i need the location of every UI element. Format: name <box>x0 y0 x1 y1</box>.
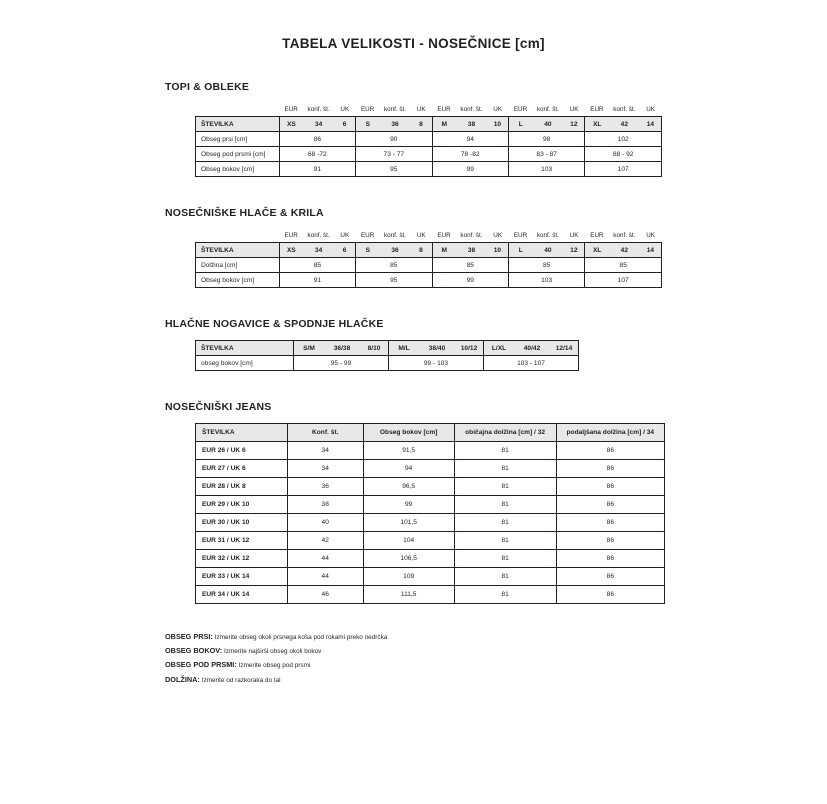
cell-obseg-bokov: 91,5 <box>363 442 454 460</box>
table-row <box>196 162 662 177</box>
cell-podaljsana-dolzina: 86 <box>556 532 664 550</box>
note-text: Izmerite najširši obseg okoli bokov <box>224 648 322 656</box>
cell-konf: 34 <box>287 460 363 478</box>
cell-eur-4: L <box>508 243 532 258</box>
cell-size-1: S/M <box>294 341 325 356</box>
header-konf-5: konf. št. <box>613 106 636 113</box>
header-eur-5: EUR <box>590 106 604 113</box>
note-label: OBSEG POD PRSMI: <box>165 660 237 670</box>
cell-konf: 34 <box>287 442 363 460</box>
header-obicajna-dolzina: običajna dolžina [cm] / 32 <box>454 424 556 442</box>
header-konf-5: konf. št. <box>613 232 636 239</box>
note-label: OBSEG BOKOV: <box>165 646 223 656</box>
header-eur-3: EUR <box>437 106 451 113</box>
table-row <box>196 356 579 371</box>
cell-eur-3: M <box>432 117 456 132</box>
row-value-5: 88 - 92 <box>585 147 662 162</box>
row-label: Dolžina [cm] <box>196 258 280 273</box>
cell-podaljsana-dolzina: 86 <box>556 514 664 532</box>
cell-obseg-bokov: 94 <box>363 460 454 478</box>
cell-stevilka: EUR 26 / UK 6 <box>196 442 288 460</box>
table-row <box>196 442 665 460</box>
row-label: Obseg bokov [cm] <box>196 273 280 288</box>
header-konf-3: konf. št. <box>460 106 483 113</box>
note-item <box>165 673 827 687</box>
row-value-4: 85 <box>508 258 584 273</box>
table-row <box>196 132 662 147</box>
note-item <box>165 644 827 658</box>
cell-konf-3: 38 <box>456 243 487 258</box>
cell-konf-3: 38 <box>456 117 487 132</box>
cell-konf-2: 36 <box>380 243 411 258</box>
row-label: Obseg prsi [cm] <box>196 132 280 147</box>
cell-stevilka: EUR 29 / UK 10 <box>196 496 288 514</box>
row-value-5: 85 <box>585 258 662 273</box>
row-value-1: 91 <box>279 273 355 288</box>
cell-stevilka: EUR 27 / UK 6 <box>196 460 288 478</box>
size-chart-page <box>0 36 827 804</box>
cell-stevilka: EUR 34 / UK 14 <box>196 586 288 604</box>
table-row <box>196 258 662 273</box>
cell-obicajna-dolzina: 81 <box>454 442 556 460</box>
row-label-stevilka: ŠTEVILKA <box>196 341 294 356</box>
cell-obseg-bokov: 111,5 <box>363 586 454 604</box>
table-row-stevilka <box>196 243 662 258</box>
header-eur-5: EUR <box>590 232 604 239</box>
cell-uk-4: 12 <box>563 117 585 132</box>
cell-size-3: L/XL <box>484 341 515 356</box>
section-topi-obleke <box>165 81 662 177</box>
row-label-stevilka: ŠTEVILKA <box>196 243 280 258</box>
table-row <box>196 532 665 550</box>
cell-uk-3: 12/14 <box>550 341 579 356</box>
cell-obicajna-dolzina: 81 <box>454 568 556 586</box>
cell-konf-5: 42 <box>609 243 640 258</box>
cell-stevilka: EUR 31 / UK 12 <box>196 532 288 550</box>
header-obseg-bokov: Obseg bokov [cm] <box>363 424 454 442</box>
note-item <box>165 658 827 672</box>
cell-stevilka: EUR 32 / UK 12 <box>196 550 288 568</box>
table-row <box>196 496 665 514</box>
section-title-nogavice: HLAČNE NOGAVICE & SPODNJE HLAČKE <box>165 318 384 330</box>
header-uk-2: UK <box>416 232 426 239</box>
cell-eur-2: S <box>356 117 380 132</box>
header-konf-1: konf. št. <box>307 106 330 113</box>
cell-uk-5: 14 <box>640 243 662 258</box>
header-konf-1: konf. št. <box>307 232 330 239</box>
cell-konf-4: 40 <box>532 243 563 258</box>
header-uk-1: UK <box>340 232 350 239</box>
cell-podaljsana-dolzina: 86 <box>556 478 664 496</box>
cell-uk-2: 8 <box>410 117 432 132</box>
row-label: obseg bokov [cm] <box>196 356 294 371</box>
cell-uk-4: 12 <box>563 243 585 258</box>
table-nogavice <box>195 340 579 371</box>
cell-konf-3: 40/42 <box>514 341 550 356</box>
header-spacer <box>196 229 280 243</box>
cell-obseg-bokov: 96,5 <box>363 478 454 496</box>
cell-eur-1: XS <box>279 117 303 132</box>
cell-eur-5: XL <box>585 243 609 258</box>
note-item <box>165 630 827 644</box>
cell-podaljsana-dolzina: 86 <box>556 550 664 568</box>
table-header-row <box>196 229 662 243</box>
table-row <box>196 460 665 478</box>
note-label: DOLŽINA: <box>165 674 200 684</box>
cell-obseg-bokov: 104 <box>363 532 454 550</box>
cell-obicajna-dolzina: 81 <box>454 478 556 496</box>
row-value-2: 90 <box>356 132 432 147</box>
measurement-notes <box>165 630 827 687</box>
table-row <box>196 550 665 568</box>
cell-eur-2: S <box>356 243 380 258</box>
cell-konf: 44 <box>287 568 363 586</box>
cell-uk-3: 10 <box>487 117 509 132</box>
row-value-5: 107 <box>585 273 662 288</box>
cell-konf: 46 <box>287 586 363 604</box>
cell-obicajna-dolzina: 81 <box>454 496 556 514</box>
table-row <box>196 586 665 604</box>
cell-podaljsana-dolzina: 86 <box>556 568 664 586</box>
section-nogavice <box>165 318 662 371</box>
header-uk-1: UK <box>340 106 350 113</box>
section-jeans <box>165 401 662 604</box>
header-eur-1: EUR <box>284 232 298 239</box>
table-row <box>196 568 665 586</box>
cell-konf: 42 <box>287 532 363 550</box>
cell-konf-1: 36/38 <box>324 341 360 356</box>
section-title-jeans: NOSEČNIŠKI JEANS <box>165 401 272 413</box>
cell-uk-1: 6 <box>334 243 356 258</box>
page-title: TABELA VELIKOSTI - NOSEČNICE [cm] <box>282 36 545 51</box>
cell-obicajna-dolzina: 81 <box>454 532 556 550</box>
cell-obicajna-dolzina: 81 <box>454 550 556 568</box>
section-title-topi-obleke: TOPI & OBLEKE <box>165 81 250 93</box>
cell-eur-5: XL <box>585 117 609 132</box>
row-value-2: 95 <box>356 273 432 288</box>
note-text: Izmerite od razkoraka do tal <box>201 676 281 684</box>
cell-uk-2: 10/12 <box>455 341 484 356</box>
cell-konf: 40 <box>287 514 363 532</box>
header-konf-4: konf. št. <box>536 232 559 239</box>
row-label-stevilka: ŠTEVILKA <box>196 117 280 132</box>
row-value-1: 85 <box>279 258 355 273</box>
cell-stevilka: EUR 28 / UK 8 <box>196 478 288 496</box>
header-eur-4: EUR <box>513 106 528 113</box>
cell-eur-3: M <box>432 243 456 258</box>
note-label: OBSEG PRSI: <box>165 632 213 641</box>
table-row <box>196 514 665 532</box>
cell-konf: 44 <box>287 550 363 568</box>
cell-konf-2: 38/40 <box>419 341 455 356</box>
cell-eur-1: XS <box>279 243 303 258</box>
header-uk-2: UK <box>416 106 426 113</box>
header-uk-5: UK <box>646 106 655 113</box>
cell-obseg-bokov: 99 <box>363 496 454 514</box>
header-konf-4: konf. št. <box>536 106 559 113</box>
cell-uk-2: 8 <box>410 243 432 258</box>
table-row <box>196 478 665 496</box>
row-value-4: 103 <box>508 273 584 288</box>
row-value-1: 91 <box>279 162 355 177</box>
row-value-3: 103 - 107 <box>484 356 579 371</box>
table-row-stevilka <box>196 117 662 132</box>
cell-uk-5: 14 <box>640 117 662 132</box>
header-podaljsana-dolzina: podaljšana dolžina [cm] / 34 <box>556 424 664 442</box>
table-row-stevilka <box>196 341 579 356</box>
table-row <box>196 273 662 288</box>
row-value-2: 95 <box>356 162 432 177</box>
cell-uk-3: 10 <box>487 243 509 258</box>
header-uk-3: UK <box>493 232 503 239</box>
row-value-5: 102 <box>585 132 662 147</box>
cell-uk-1: 8/10 <box>360 341 389 356</box>
header-konf-3: konf. št. <box>460 232 483 239</box>
cell-podaljsana-dolzina: 86 <box>556 496 664 514</box>
header-konf-2: konf. št. <box>383 232 407 239</box>
table-topi-obleke <box>195 103 662 177</box>
cell-konf: 38 <box>287 496 363 514</box>
table-jeans <box>195 423 665 604</box>
cell-konf-5: 42 <box>609 117 640 132</box>
row-value-3: 94 <box>432 132 508 147</box>
header-konf-2: konf. št. <box>383 106 407 113</box>
row-value-2: 99 - 103 <box>389 356 484 371</box>
row-label: Obseg pod prsmi [cm] <box>196 147 280 162</box>
row-value-1: 95 - 99 <box>294 356 389 371</box>
cell-konf-1: 34 <box>303 243 334 258</box>
header-eur-3: EUR <box>437 232 451 239</box>
header-uk-4: UK <box>569 232 579 239</box>
cell-obseg-bokov: 109 <box>363 568 454 586</box>
cell-konf-1: 34 <box>303 117 334 132</box>
row-value-4: 83 - 87 <box>508 147 584 162</box>
cell-podaljsana-dolzina: 86 <box>556 586 664 604</box>
header-uk-3: UK <box>493 106 503 113</box>
header-eur-2: EUR <box>360 106 375 113</box>
header-eur-1: EUR <box>284 106 298 113</box>
cell-konf: 36 <box>287 478 363 496</box>
row-value-3: 78 -82 <box>432 147 508 162</box>
cell-obicajna-dolzina: 81 <box>454 514 556 532</box>
cell-stevilka: EUR 33 / UK 14 <box>196 568 288 586</box>
section-hlace-krila <box>165 207 662 288</box>
row-value-1: 68 -72 <box>279 147 355 162</box>
row-value-2: 85 <box>356 258 432 273</box>
row-value-3: 99 <box>432 273 508 288</box>
header-stevilka: ŠTEVILKA <box>196 424 288 442</box>
row-value-3: 85 <box>432 258 508 273</box>
cell-obseg-bokov: 101,5 <box>363 514 454 532</box>
table-row <box>196 147 662 162</box>
table-header-row <box>196 103 662 117</box>
row-value-2: 73 - 77 <box>356 147 432 162</box>
cell-obseg-bokov: 106,5 <box>363 550 454 568</box>
cell-size-2: M/L <box>389 341 420 356</box>
row-value-4: 103 <box>508 162 584 177</box>
table-hlace-krila <box>195 229 662 288</box>
header-uk-5: UK <box>646 232 655 239</box>
header-konf: Konf. št. <box>287 424 363 442</box>
row-value-5: 107 <box>585 162 662 177</box>
header-eur-2: EUR <box>360 232 375 239</box>
row-value-1: 86 <box>279 132 355 147</box>
cell-obicajna-dolzina: 81 <box>454 586 556 604</box>
header-spacer <box>196 103 280 117</box>
cell-podaljsana-dolzina: 86 <box>556 460 664 478</box>
row-value-3: 99 <box>432 162 508 177</box>
cell-podaljsana-dolzina: 86 <box>556 442 664 460</box>
header-eur-4: EUR <box>513 232 528 239</box>
cell-eur-4: L <box>508 117 532 132</box>
cell-konf-2: 36 <box>380 117 411 132</box>
table-header-row <box>196 424 665 442</box>
note-text: Izmerite obseg pod prsmi <box>238 662 311 670</box>
row-value-4: 98 <box>508 132 584 147</box>
note-text: Izmerite obseg okoli prsnega koša pod rokami preko nedrčka <box>214 634 388 641</box>
cell-uk-1: 6 <box>334 117 356 132</box>
cell-konf-4: 40 <box>532 117 563 132</box>
cell-obicajna-dolzina: 81 <box>454 460 556 478</box>
cell-stevilka: EUR 30 / UK 10 <box>196 514 288 532</box>
section-title-hlace-krila: NOSEČNIŠKE HLAČE & KRILA <box>165 207 324 219</box>
header-uk-4: UK <box>569 106 579 113</box>
row-label: Obseg bokov [cm] <box>196 162 280 177</box>
